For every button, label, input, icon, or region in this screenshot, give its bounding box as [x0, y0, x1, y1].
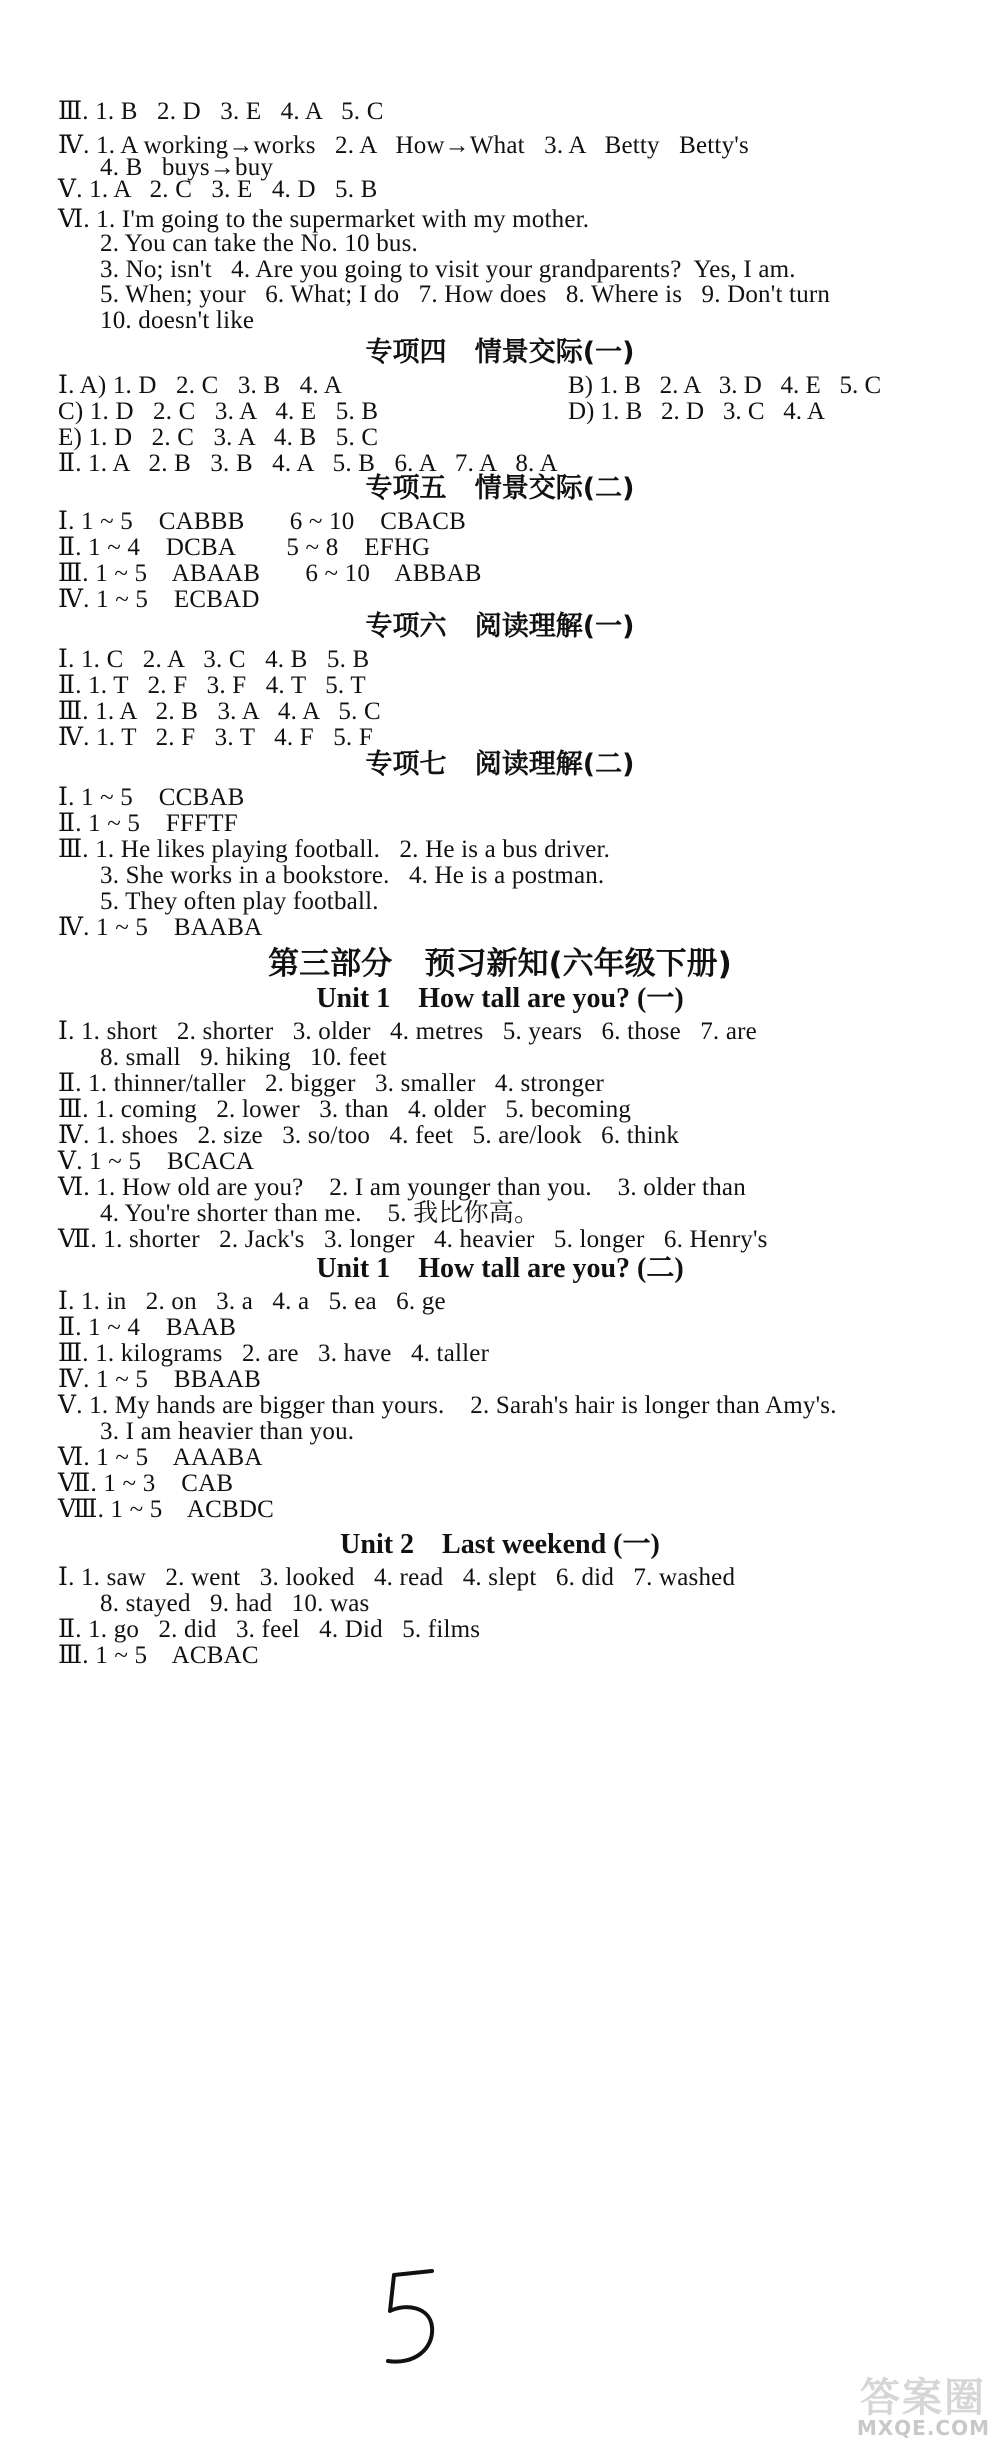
watermark-logo — [810, 2366, 990, 2440]
section-heading: 专项七 阅读理解(二) — [365, 749, 635, 780]
answer-line: 8. small 9. hiking 10. feet — [100, 1044, 387, 1071]
answer-line: 3. She works in a bookstore. 4. He is a postman. — [100, 862, 605, 889]
answer-line: Ⅳ. 1. shoes 2. size 3. so/too 4. feet 5. are/look 6. think — [58, 1122, 680, 1149]
answer-line: Ⅱ. 1. go 2. did 3. feel 4. Did 5. films — [58, 1616, 481, 1643]
answer-line: Ⅳ. 1 ~ 5 BAABA — [58, 914, 263, 941]
answer-line: Ⅵ. 1 ~ 5 AAABA — [58, 1444, 263, 1471]
answer-line: 4. B buys→buy — [100, 154, 274, 181]
answer-line: Ⅰ. 1. C 2. A 3. C 4. B 5. B — [58, 646, 370, 673]
answer-line: Ⅴ. 1. A 2. C 3. E 4. D 5. B — [58, 176, 378, 203]
answer-line: Ⅴ. 1. My hands are bigger than yours. 2. Sarah's hair is longer than Amy's. — [58, 1392, 837, 1419]
answer-line: Ⅳ. 1 ~ 5 BBAAB — [58, 1366, 262, 1393]
answer-line: Ⅵ. 1. How old are you? 2. I am younger than you. 3. older than — [58, 1174, 746, 1201]
answer-line-col2: D) 1. B 2. D 3. C 4. A — [568, 398, 825, 425]
unit-heading: Unit 2 Last weekend (一) — [340, 1529, 660, 1560]
answer-line: E) 1. D 2. C 3. A 4. B 5. C — [58, 424, 379, 451]
answer-line: Ⅰ. 1. in 2. on 3. a 4. a 5. ea 6. ge — [58, 1288, 446, 1315]
answer-line: Ⅲ. 1. kilograms 2. are 3. have 4. taller — [58, 1340, 490, 1367]
answer-line: Ⅴ. 1 ~ 5 BCACA — [58, 1148, 255, 1175]
unit-heading: Unit 1 How tall are you? (二) — [316, 1253, 684, 1284]
answer-line: Ⅲ. 1. coming 2. lower 3. than 4. older 5. becoming — [58, 1096, 632, 1123]
answer-line: 3. No; isn't 4. Are you going to visit your grandparents? Yes, I am. — [100, 256, 796, 283]
watermark-logo-text: 答案圈 — [860, 2375, 986, 2421]
answer-line: Ⅰ. 1 ~ 5 CABBB 6 ~ 10 CBACB — [58, 508, 466, 535]
part-heading: 第三部分 预习新知(六年级下册) — [268, 946, 732, 982]
section-heading: 专项五 情景交际(二) — [365, 473, 635, 504]
answer-line: Ⅳ. 1. T 2. F 3. T 4. F 5. F — [58, 724, 373, 751]
answer-line: Ⅶ. 1. shorter 2. Jack's 3. longer 4. heavier 5. longer 6. Henry's — [58, 1226, 768, 1253]
answer-line: Ⅷ. 1 ~ 5 ACBDC — [58, 1496, 275, 1523]
answer-line: Ⅰ. A) 1. D 2. C 3. B 4. A — [58, 372, 343, 399]
answer-line: Ⅱ. 1. thinner/taller 2. bigger 3. smaller 4. stronger — [58, 1070, 605, 1097]
section-heading: 专项四 情景交际(一) — [365, 337, 635, 368]
unit-heading: Unit 1 How tall are you? (一) — [316, 983, 684, 1014]
answer-line: Ⅳ. 1. A working→works 2. A How→What 3. A Betty Betty's — [58, 132, 749, 159]
answer-line: Ⅱ. 1 ~ 4 DCBA 5 ~ 8 EFHG — [58, 534, 431, 561]
answer-line: 8. stayed 9. had 10. was — [100, 1590, 370, 1617]
answer-line: Ⅲ. 1 ~ 5 ACBAC — [58, 1642, 259, 1669]
answer-line: Ⅳ. 1 ~ 5 ECBAD — [58, 586, 260, 613]
answer-line: Ⅲ. 1. He likes playing football. 2. He is a bus driver. — [58, 836, 611, 863]
section-heading: 专项六 阅读理解(一) — [365, 611, 635, 642]
handwritten-page-number — [380, 2265, 450, 2375]
answer-line: Ⅱ. 1 ~ 5 FFFTF — [58, 810, 238, 837]
answer-line: 10. doesn't like — [100, 307, 255, 334]
answer-line: Ⅰ. 1. short 2. shorter 3. older 4. metres 5. years 6. those 7. are — [58, 1018, 757, 1045]
answer-line: C) 1. D 2. C 3. A 4. E 5. B — [58, 398, 379, 425]
answer-line: 2. You can take the No. 10 bus. — [100, 230, 418, 257]
answer-line: Ⅲ. 1 ~ 5 ABAAB 6 ~ 10 ABBAB — [58, 560, 482, 587]
answer-line: Ⅲ. 1. B 2. D 3. E 4. A 5. C — [58, 98, 384, 125]
answer-line: Ⅵ. 1. I'm going to the supermarket with my mother. — [58, 206, 590, 233]
answer-line: Ⅱ. 1. A 2. B 3. B 4. A 5. B 6. A 7. A 8. A — [58, 450, 558, 477]
answer-line: 3. I am heavier than you. — [100, 1418, 355, 1445]
answer-line: Ⅱ. 1. T 2. F 3. F 4. T 5. T — [58, 672, 366, 699]
answer-line: Ⅶ. 1 ~ 3 CAB — [58, 1470, 234, 1497]
answer-line: Ⅰ. 1. saw 2. went 3. looked 4. read 4. slept 6. did 7. washed — [58, 1564, 736, 1591]
answer-line: 4. You're shorter than me. 5. 我比你高。 — [100, 1200, 540, 1227]
answer-line: 5. They often play football. — [100, 888, 379, 915]
answer-line-col2: B) 1. B 2. A 3. D 4. E 5. C — [568, 372, 882, 399]
answer-line: Ⅲ. 1. A 2. B 3. A 4. A 5. C — [58, 698, 381, 725]
answer-line: Ⅱ. 1 ~ 4 BAAB — [58, 1314, 237, 1341]
answer-line: Ⅰ. 1 ~ 5 CCBAB — [58, 784, 245, 811]
answer-line: 5. When; your 6. What; I do 7. How does 8. Where is 9. Don't turn — [100, 281, 831, 308]
watermark-url: MXQE.COM — [856, 2416, 990, 2440]
